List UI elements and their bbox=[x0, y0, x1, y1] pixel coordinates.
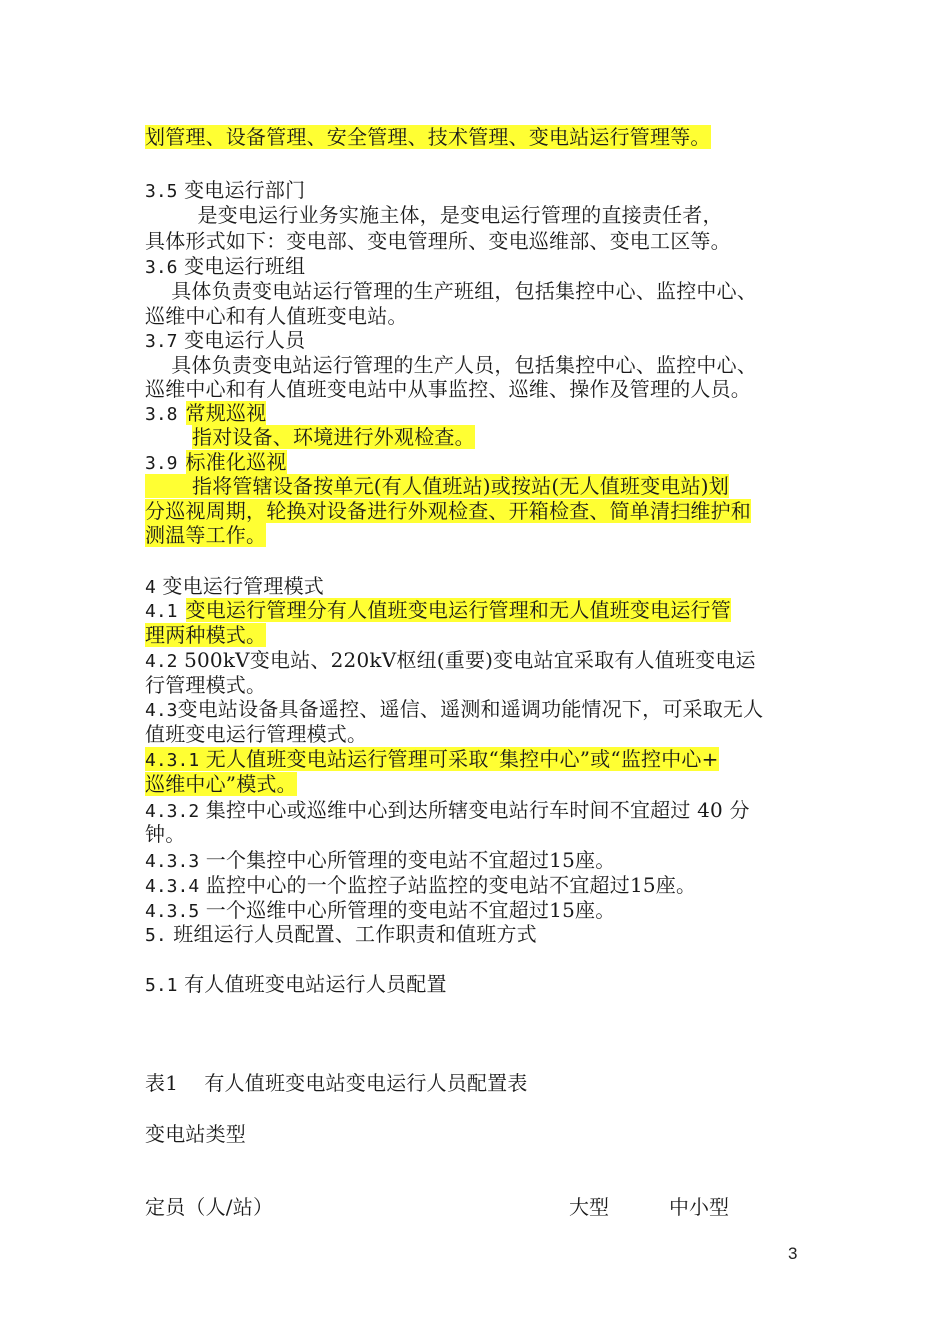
paragraph-text: 具体负责变电站运行管理的生产人员，包括集控中心、监控中心、 bbox=[145, 353, 758, 377]
text-line bbox=[192, 425, 475, 450]
text-line bbox=[145, 474, 729, 499]
section-title: 变电运行人员 bbox=[177, 328, 306, 352]
highlighted-text: 变电运行管理分有人值班变电运行管理和无人值班变电运行管 bbox=[185, 598, 731, 622]
highlighted-text: 分巡视周期，轮换对设备进行外观检查、开箱检查、简单清扫维护和 bbox=[145, 499, 751, 523]
section-number: 4 bbox=[145, 577, 156, 598]
section-number: 3.5 bbox=[145, 181, 178, 202]
table-caption bbox=[145, 1071, 528, 1096]
table-header-cell bbox=[145, 1195, 273, 1220]
paragraph-text: 具体负责变电站运行管理的生产班组，包括集控中心、监控中心、 bbox=[145, 279, 758, 303]
text-line bbox=[145, 377, 751, 402]
section-title: 变电运行部门 bbox=[177, 178, 306, 202]
section-heading bbox=[145, 328, 305, 353]
highlighted-text: 划管理、设备管理、安全管理、技术管理、变电站运行管理等。 bbox=[145, 125, 711, 149]
text-line bbox=[145, 772, 297, 797]
table-column-small-medium: 中小型 bbox=[669, 1195, 729, 1219]
text-line bbox=[145, 353, 757, 378]
section-heading bbox=[145, 747, 719, 772]
section-heading bbox=[145, 648, 756, 673]
text-line bbox=[145, 722, 367, 747]
text-line bbox=[145, 822, 185, 847]
section-number: 4.3.2 bbox=[145, 801, 200, 822]
section-heading bbox=[145, 254, 305, 279]
table-column-large: 大型 bbox=[569, 1195, 609, 1219]
section-number: 4.2 bbox=[145, 651, 178, 672]
section-number: 3.6 bbox=[145, 257, 178, 278]
table-caption-text: 表1 有人值班变电站变电运行人员配置表 bbox=[145, 1071, 528, 1095]
highlighted-text: 理两种模式。 bbox=[145, 623, 267, 647]
highlighted-text: 巡维中心”模式。 bbox=[145, 772, 297, 796]
text-line bbox=[145, 203, 723, 228]
section-heading bbox=[145, 450, 287, 475]
section-heading bbox=[145, 848, 615, 873]
section-heading bbox=[145, 574, 324, 599]
section-heading bbox=[145, 697, 763, 722]
section-heading bbox=[145, 972, 447, 997]
paragraph-text: 具体形式如下：变电部、变电管理所、变电巡维部、变电工区等。 bbox=[145, 229, 731, 253]
text-line bbox=[145, 673, 266, 698]
section-title: 变电运行管理模式 bbox=[155, 574, 325, 598]
text-line bbox=[145, 279, 757, 304]
paragraph-text: 集控中心或巡维中心到达所辖变电站行车时间不宜超过 40 分 bbox=[199, 798, 750, 822]
highlighted-title: 常规巡视 bbox=[185, 401, 267, 425]
text-line bbox=[145, 125, 711, 150]
paragraph-text: 钟。 bbox=[145, 822, 186, 846]
text-line bbox=[145, 499, 751, 524]
text-line bbox=[145, 523, 266, 548]
section-number: 4.3.4 bbox=[145, 876, 200, 897]
section-title: 班组运行人员配置、工作职责和值班方式 bbox=[166, 922, 537, 946]
paragraph-text: 是变电运行业务实施主体，是变电运行管理的直接责任者， bbox=[145, 203, 723, 227]
section-heading bbox=[145, 598, 731, 623]
paragraph-text: 500kV变电站、220kV枢纽(重要)变电站宜采取有人值班变电运 bbox=[177, 648, 756, 672]
section-number: 5.1 bbox=[145, 975, 178, 996]
text-line bbox=[145, 623, 266, 648]
paragraph-text: 一个巡维中心所管理的变电站不宜超过15座。 bbox=[199, 898, 616, 922]
section-heading bbox=[145, 922, 537, 947]
section-number: 5. bbox=[145, 925, 167, 946]
section-number: 4.3.5 bbox=[145, 901, 200, 922]
section-title: 变电运行班组 bbox=[177, 254, 306, 278]
table-header-cell bbox=[145, 1122, 246, 1147]
section-number: 4.3.1 bbox=[145, 750, 200, 771]
highlighted-text: 指对设备、环境进行外观检查。 bbox=[192, 425, 475, 449]
section-number: 4.3 bbox=[145, 700, 178, 721]
section-heading bbox=[145, 873, 696, 898]
section-heading bbox=[145, 178, 305, 203]
section-number: 3.9 bbox=[145, 453, 178, 474]
paragraph-text: 巡维中心和有人值班变电站。 bbox=[145, 304, 408, 328]
staffing-label: 定员（人/站） bbox=[145, 1195, 274, 1219]
paragraph-text: 变电站设备具备遥控、遥信、遥测和遥调功能情况下，可采取无人 bbox=[177, 697, 764, 721]
station-type-label: 变电站类型 bbox=[145, 1122, 246, 1146]
paragraph-text: 行管理模式。 bbox=[145, 673, 267, 697]
text-line bbox=[145, 229, 731, 254]
section-heading bbox=[145, 401, 266, 426]
section-number: 3.7 bbox=[145, 331, 178, 352]
paragraph-text: 一个集控中心所管理的变电站不宜超过15座。 bbox=[199, 848, 616, 872]
section-number: 3.8 bbox=[145, 404, 178, 425]
section-title: 有人值班变电站运行人员配置 bbox=[177, 972, 447, 996]
highlighted-text: 指将管辖设备按单元(有人值班站)或按站(无人值班变电站)划 bbox=[145, 474, 729, 498]
paragraph-text: 巡维中心和有人值班变电站中从事监控、巡维、操作及管理的人员。 bbox=[145, 377, 751, 401]
paragraph-text: 监控中心的一个监控子站监控的变电站不宜超过15座。 bbox=[199, 873, 697, 897]
section-number: 4.3.3 bbox=[145, 851, 200, 872]
section-number: 4.1 bbox=[145, 601, 178, 622]
page-number: 3 bbox=[788, 1244, 798, 1263]
text-line bbox=[145, 304, 408, 329]
section-heading bbox=[145, 898, 615, 923]
section-heading bbox=[145, 798, 750, 823]
highlighted-text: 测温等工作。 bbox=[145, 523, 267, 547]
paragraph-text: 值班变电运行管理模式。 bbox=[145, 722, 368, 746]
highlighted-title: 标准化巡视 bbox=[185, 450, 287, 474]
highlighted-text: 无人值班变电站运行管理可采取“集控中心”或“监控中心+ bbox=[199, 747, 719, 771]
